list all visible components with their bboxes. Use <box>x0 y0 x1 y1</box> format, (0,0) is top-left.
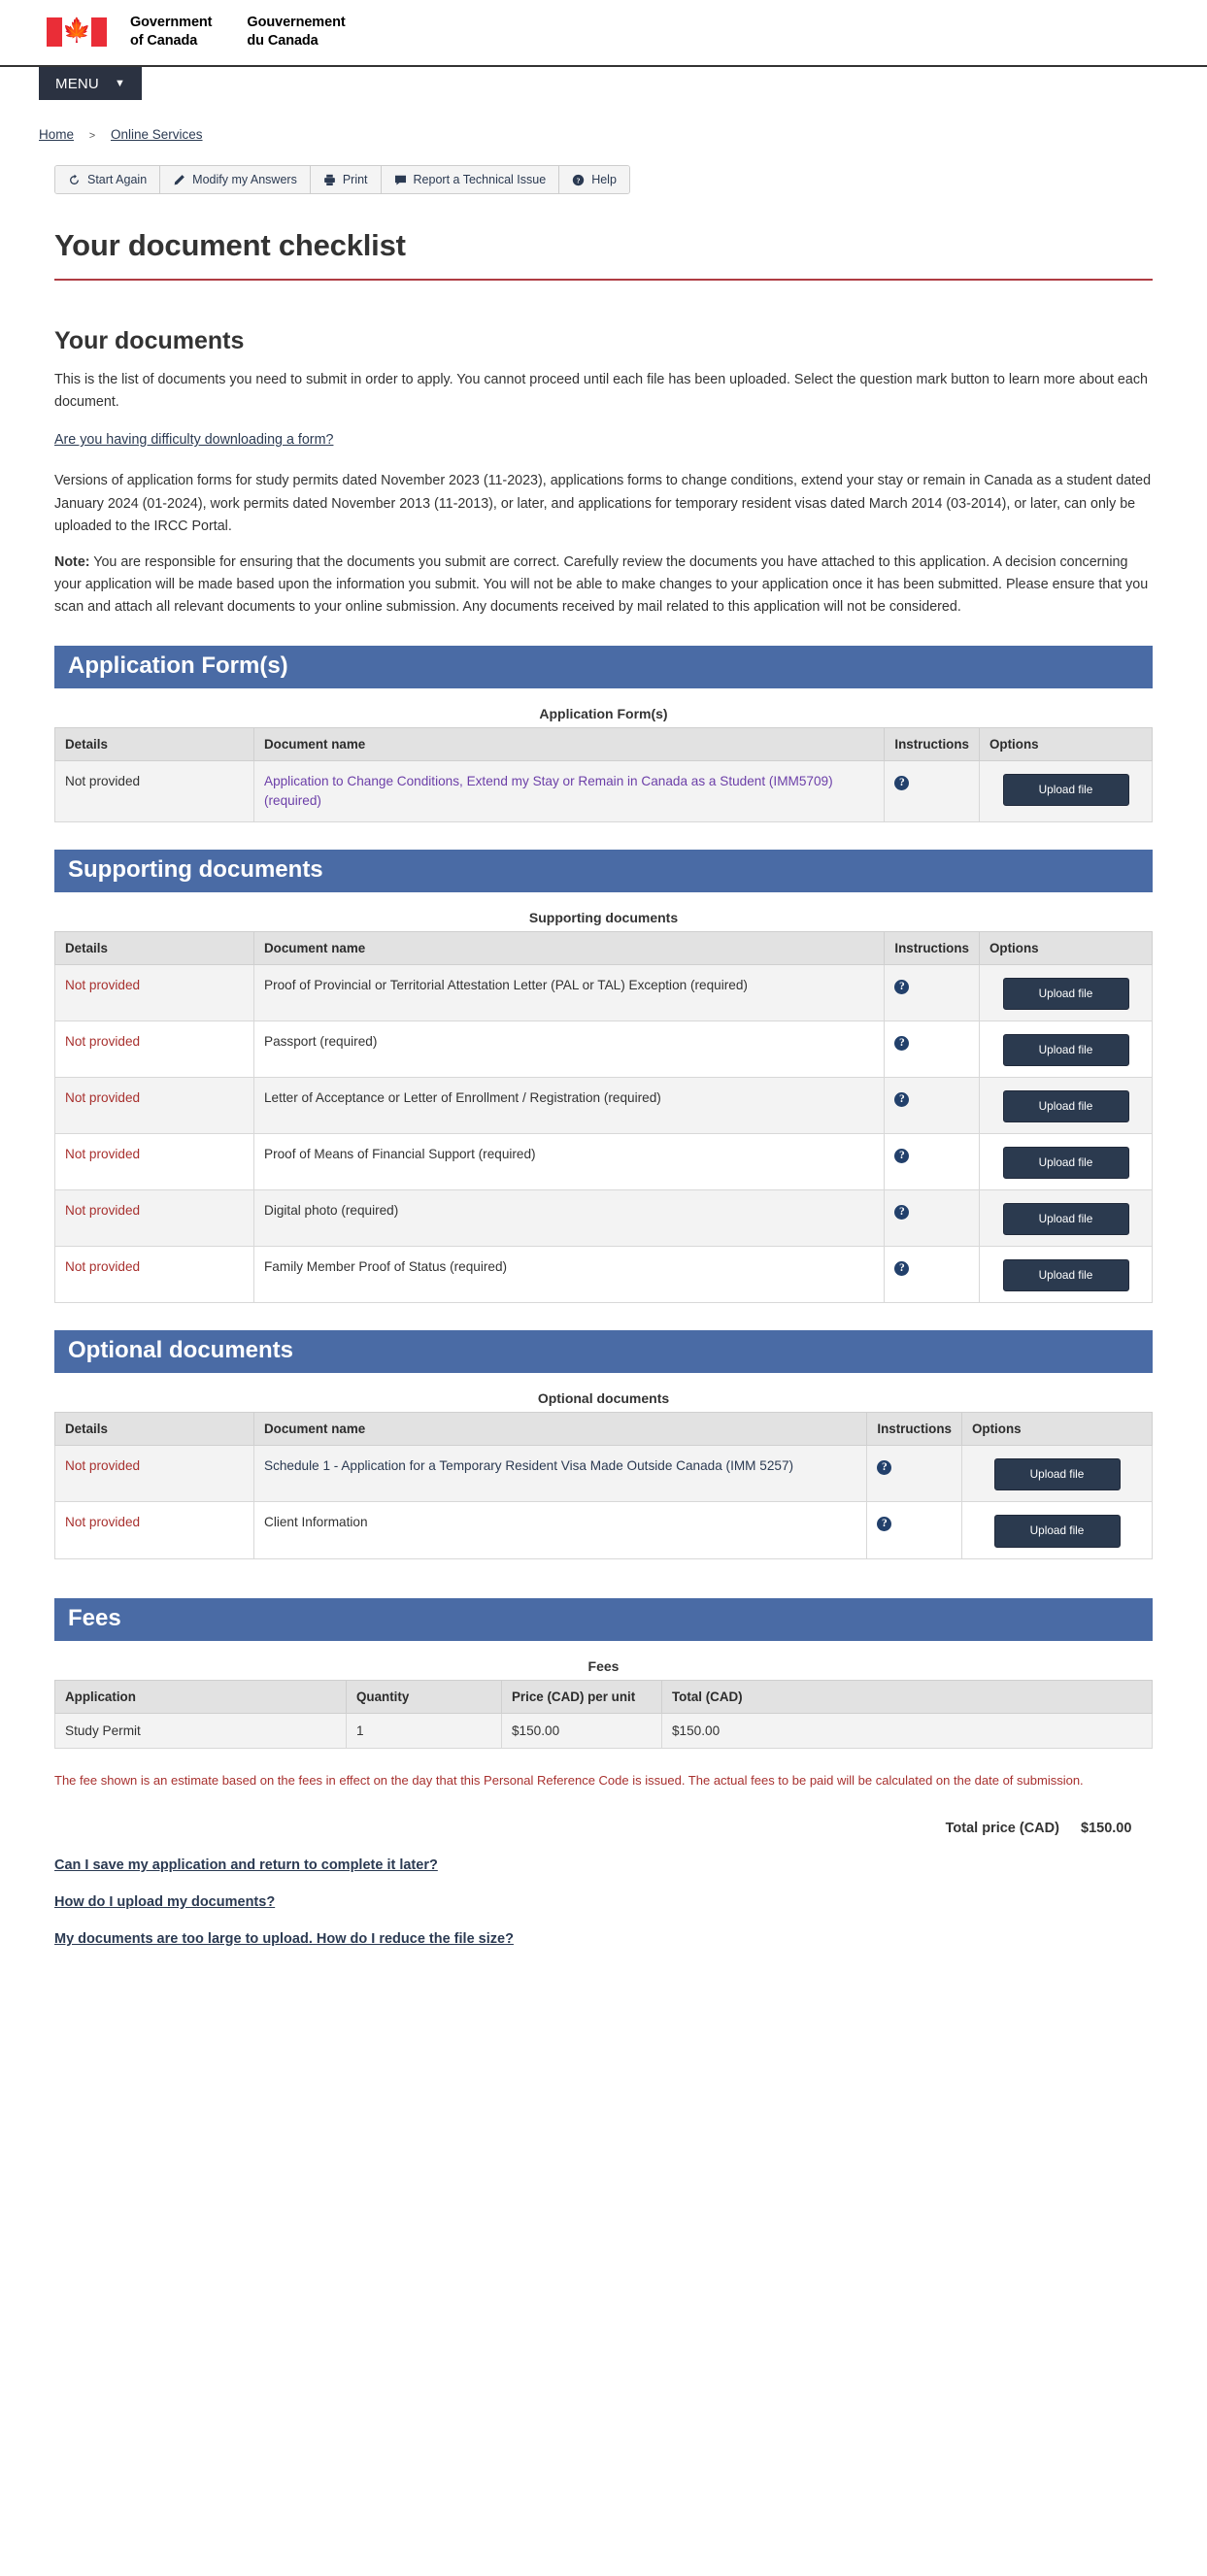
documents-table <box>54 727 1153 821</box>
government-of-canada-wordmark <box>130 14 346 50</box>
canada-flag-icon: 🍁 <box>47 17 107 47</box>
fee-price: $150.00 <box>502 1713 662 1748</box>
question-mark-icon[interactable]: ? <box>894 1149 909 1163</box>
table-row <box>55 1247 1153 1303</box>
breadcrumb-separator: > <box>88 130 96 143</box>
page-title: Your document checklist <box>54 228 1153 281</box>
document-name-text: Letter of Acceptance or Letter of Enrollment / Registration (required) <box>264 1089 661 1105</box>
total-price-label: Total price (CAD) <box>945 1820 1059 1836</box>
table-row <box>55 1502 1153 1558</box>
wordmark-en-line2: of Canada <box>130 32 198 49</box>
faq-link-2[interactable]: My documents are too large to upload. How do I reduce the file size? <box>54 1930 514 1947</box>
table-caption: Application Form(s) <box>539 706 668 722</box>
details-status: Not provided <box>65 1089 141 1105</box>
upload-file-button[interactable]: Upload file <box>1003 1203 1129 1235</box>
table-header-row <box>55 728 1153 761</box>
fee-estimate-note: The fee shown is an estimate based on the fees in effect on the day that this Personal Reference Code is issued. The actual fees to be paid will be calculated on the date of submission. <box>54 1772 1084 1788</box>
note-text: You are responsible for ensuring that the documents you submit are correct. Carefully review the documents you have attached to this application. A decision concerning your application will be made based upon the information you submit. You will not be able to make changes to your application once it has been submitted. Please ensure that you scan and attach all relevant documents to your online submission. Any documents received by mail related to this application will not be considered. <box>54 553 1149 616</box>
options-cell <box>962 1502 1153 1558</box>
note-paragraph <box>54 552 1153 619</box>
options-cell <box>980 1020 1153 1077</box>
table-row <box>55 1134 1153 1190</box>
table-row <box>55 1713 1153 1748</box>
question-mark-icon[interactable]: ? <box>894 980 909 994</box>
instructions-cell <box>885 1077 980 1133</box>
instructions-cell <box>885 1134 980 1190</box>
total-price-value: $150.00 <box>1081 1820 1132 1836</box>
details-status: Not provided <box>65 774 141 789</box>
upload-file-button[interactable]: Upload file <box>1003 774 1129 806</box>
report-issue-button[interactable] <box>382 166 560 193</box>
upload-file-button[interactable]: Upload file <box>1003 1147 1129 1179</box>
start-again-button[interactable] <box>55 166 160 193</box>
details-cell <box>55 964 254 1020</box>
section-bar-fees: Fees <box>54 1598 1153 1641</box>
details-status: Not provided <box>65 1147 141 1162</box>
question-mark-icon[interactable]: ? <box>894 1036 909 1051</box>
report-issue-label: Report a Technical Issue <box>413 173 547 187</box>
start-again-label: Start Again <box>87 173 148 187</box>
upload-file-button[interactable]: Upload file <box>1003 1090 1129 1122</box>
document-name-cell <box>254 964 885 1020</box>
document-name-text: Digital photo (required) <box>264 1203 399 1219</box>
details-cell <box>55 1502 254 1558</box>
document-name-text: Family Member Proof of Status (required) <box>264 1259 508 1275</box>
instructions-cell <box>885 1190 980 1247</box>
fees-table <box>54 1680 1153 1749</box>
your-documents-heading: Your documents <box>54 327 245 355</box>
instructions-cell <box>885 964 980 1020</box>
help-button[interactable] <box>559 166 629 193</box>
fees-header-row <box>55 1680 1153 1713</box>
upload-file-button[interactable]: Upload file <box>1003 978 1129 1010</box>
modify-answers-button[interactable] <box>160 166 311 193</box>
fee-quantity: 1 <box>347 1713 502 1748</box>
upload-file-button[interactable]: Upload file <box>1003 1034 1129 1066</box>
document-name-cell <box>254 1134 885 1190</box>
table-header-row <box>55 1413 1153 1446</box>
document-name-cell <box>254 1077 885 1133</box>
details-status: Not provided <box>65 1259 141 1275</box>
question-mark-icon <box>572 174 585 186</box>
column-header-options: Options <box>962 1413 1153 1446</box>
table-row <box>55 964 1153 1020</box>
details-status: Not provided <box>65 977 141 992</box>
options-cell <box>980 1077 1153 1133</box>
document-name-text: Proof of Means of Financial Support (required) <box>264 1147 536 1162</box>
section-bar-2: Optional documents <box>54 1330 1153 1373</box>
note-label: Note: <box>54 553 90 570</box>
section-bar-1: Supporting documents <box>54 850 1153 892</box>
instructions-cell <box>867 1446 962 1502</box>
intro-paragraph: This is the list of documents you need to submit in order to apply. You cannot proceed until each file has been uploaded. Select the question mark button to learn more about each document. <box>54 372 1148 411</box>
options-cell <box>980 1134 1153 1190</box>
breadcrumb-link-home[interactable]: Home <box>39 127 75 143</box>
refresh-icon <box>68 174 81 186</box>
options-cell <box>980 1190 1153 1247</box>
column-header-options: Options <box>980 931 1153 964</box>
document-name-cell <box>254 1190 885 1247</box>
documents-table <box>54 1412 1153 1558</box>
printer-icon <box>323 174 336 186</box>
column-header-instructions: Instructions <box>867 1413 962 1446</box>
column-header-instructions: Instructions <box>885 728 980 761</box>
column-header-document-name: Document name <box>254 1413 867 1446</box>
menu-bar <box>0 67 1207 110</box>
details-cell <box>55 1247 254 1303</box>
instructions-cell <box>885 1020 980 1077</box>
breadcrumb <box>0 110 1207 142</box>
chevron-down-icon: ▼ <box>114 78 126 90</box>
column-header-details: Details <box>55 728 254 761</box>
table-row <box>55 761 1153 821</box>
fee-total: $150.00 <box>662 1713 1153 1748</box>
fees-table-caption: Fees <box>587 1657 620 1674</box>
svg-text:?: ? <box>576 176 581 185</box>
main-menu-button[interactable] <box>39 67 142 100</box>
document-name-cell <box>254 761 885 821</box>
document-name-text: Passport (required) <box>264 1033 378 1049</box>
print-label: Print <box>342 173 368 187</box>
fees-col-application: Application <box>55 1680 347 1713</box>
wordmark-en-line1: Government <box>130 15 213 30</box>
question-mark-icon[interactable]: ? <box>894 776 909 790</box>
details-status: Not provided <box>65 1458 141 1474</box>
wordmark-fr-line1: Gouvernement <box>247 15 346 30</box>
action-toolbar <box>54 165 630 194</box>
table-row <box>55 1077 1153 1133</box>
question-mark-icon[interactable]: ? <box>894 1092 909 1107</box>
documents-table <box>54 931 1153 1304</box>
instructions-cell <box>885 1247 980 1303</box>
faq-link-0[interactable]: Can I save my application and return to complete it later? <box>54 1857 438 1873</box>
details-cell <box>55 1077 254 1133</box>
column-header-details: Details <box>55 931 254 964</box>
upload-file-button[interactable]: Upload file <box>1003 1259 1129 1291</box>
section-bar-0: Application Form(s) <box>54 646 1153 688</box>
options-cell <box>980 761 1153 821</box>
instructions-cell <box>885 761 980 821</box>
options-cell <box>962 1446 1153 1502</box>
question-mark-icon[interactable]: ? <box>877 1460 891 1475</box>
document-name-link[interactable]: Application to Change Conditions, Extend my Stay or Remain in Canada as a Student (IMM5709) (required) <box>264 774 833 809</box>
column-header-instructions: Instructions <box>885 931 980 964</box>
column-header-document-name: Document name <box>254 931 885 964</box>
details-cell <box>55 1020 254 1077</box>
options-cell <box>980 1247 1153 1303</box>
form-versions-paragraph: Versions of application forms for study permits dated November 2023 (11-2023), applications forms to change conditions, extend your stay or remain in Canada as a student dated January 2024 (01-2024), work permits dated November 2013 (11-2013), or later, and applications for temporary resident visas dated March 2014 (03-2014), or later, can only be uploaded to the IRCC Portal. <box>54 473 1152 534</box>
question-mark-icon[interactable]: ? <box>894 1205 909 1220</box>
document-name-link[interactable]: Schedule 1 - Application for a Temporary Resident Visa Made Outside Canada (IMM 5257) <box>264 1458 794 1474</box>
details-cell <box>55 1134 254 1190</box>
modify-answers-label: Modify my Answers <box>192 173 297 187</box>
table-caption: Optional documents <box>537 1390 670 1407</box>
question-mark-icon[interactable]: ? <box>894 1261 909 1276</box>
details-cell <box>55 1446 254 1502</box>
details-status: Not provided <box>65 1515 141 1530</box>
document-name-text: Proof of Provincial or Territorial Attestation Letter (PAL or TAL) Exception (required) <box>264 977 748 992</box>
document-name-cell <box>254 1446 867 1502</box>
faq-link-list <box>54 1857 1153 1947</box>
site-header <box>0 0 1207 65</box>
document-name-cell <box>254 1502 867 1558</box>
fee-application: Study Permit <box>55 1713 347 1748</box>
upload-file-button[interactable]: Upload file <box>994 1458 1121 1490</box>
table-caption: Supporting documents <box>528 909 679 925</box>
column-header-document-name: Document name <box>254 728 885 761</box>
fees-col-quantity: Quantity <box>347 1680 502 1713</box>
details-cell <box>55 1190 254 1247</box>
details-status: Not provided <box>65 1033 141 1049</box>
options-cell <box>980 964 1153 1020</box>
table-row <box>55 1190 1153 1247</box>
column-header-options: Options <box>980 728 1153 761</box>
document-name-cell <box>254 1020 885 1077</box>
details-cell <box>55 761 254 821</box>
difficulty-downloading-link[interactable]: Are you having difficulty downloading a form? <box>54 432 334 449</box>
comment-icon <box>394 174 407 186</box>
pencil-icon <box>173 174 185 186</box>
fees-col-price: Price (CAD) per unit <box>502 1680 662 1713</box>
help-label: Help <box>591 173 617 187</box>
main-menu-label: MENU <box>55 75 99 92</box>
total-price-row <box>54 1821 1153 1836</box>
document-name-cell <box>254 1247 885 1303</box>
instructions-cell <box>867 1502 962 1558</box>
table-header-row <box>55 931 1153 964</box>
breadcrumb-link-online-services[interactable]: Online Services <box>110 127 203 143</box>
document-name-text: Client Information <box>264 1515 368 1530</box>
column-header-details: Details <box>55 1413 254 1446</box>
fees-col-total: Total (CAD) <box>662 1680 1153 1713</box>
wordmark-fr-line2: du Canada <box>247 32 319 49</box>
faq-link-1[interactable]: How do I upload my documents? <box>54 1893 276 1910</box>
print-button[interactable] <box>311 166 382 193</box>
details-status: Not provided <box>65 1203 141 1219</box>
document-sections <box>54 646 1153 1558</box>
upload-file-button[interactable]: Upload file <box>994 1515 1121 1547</box>
table-row <box>55 1020 1153 1077</box>
question-mark-icon[interactable]: ? <box>877 1517 891 1531</box>
table-row <box>55 1446 1153 1502</box>
